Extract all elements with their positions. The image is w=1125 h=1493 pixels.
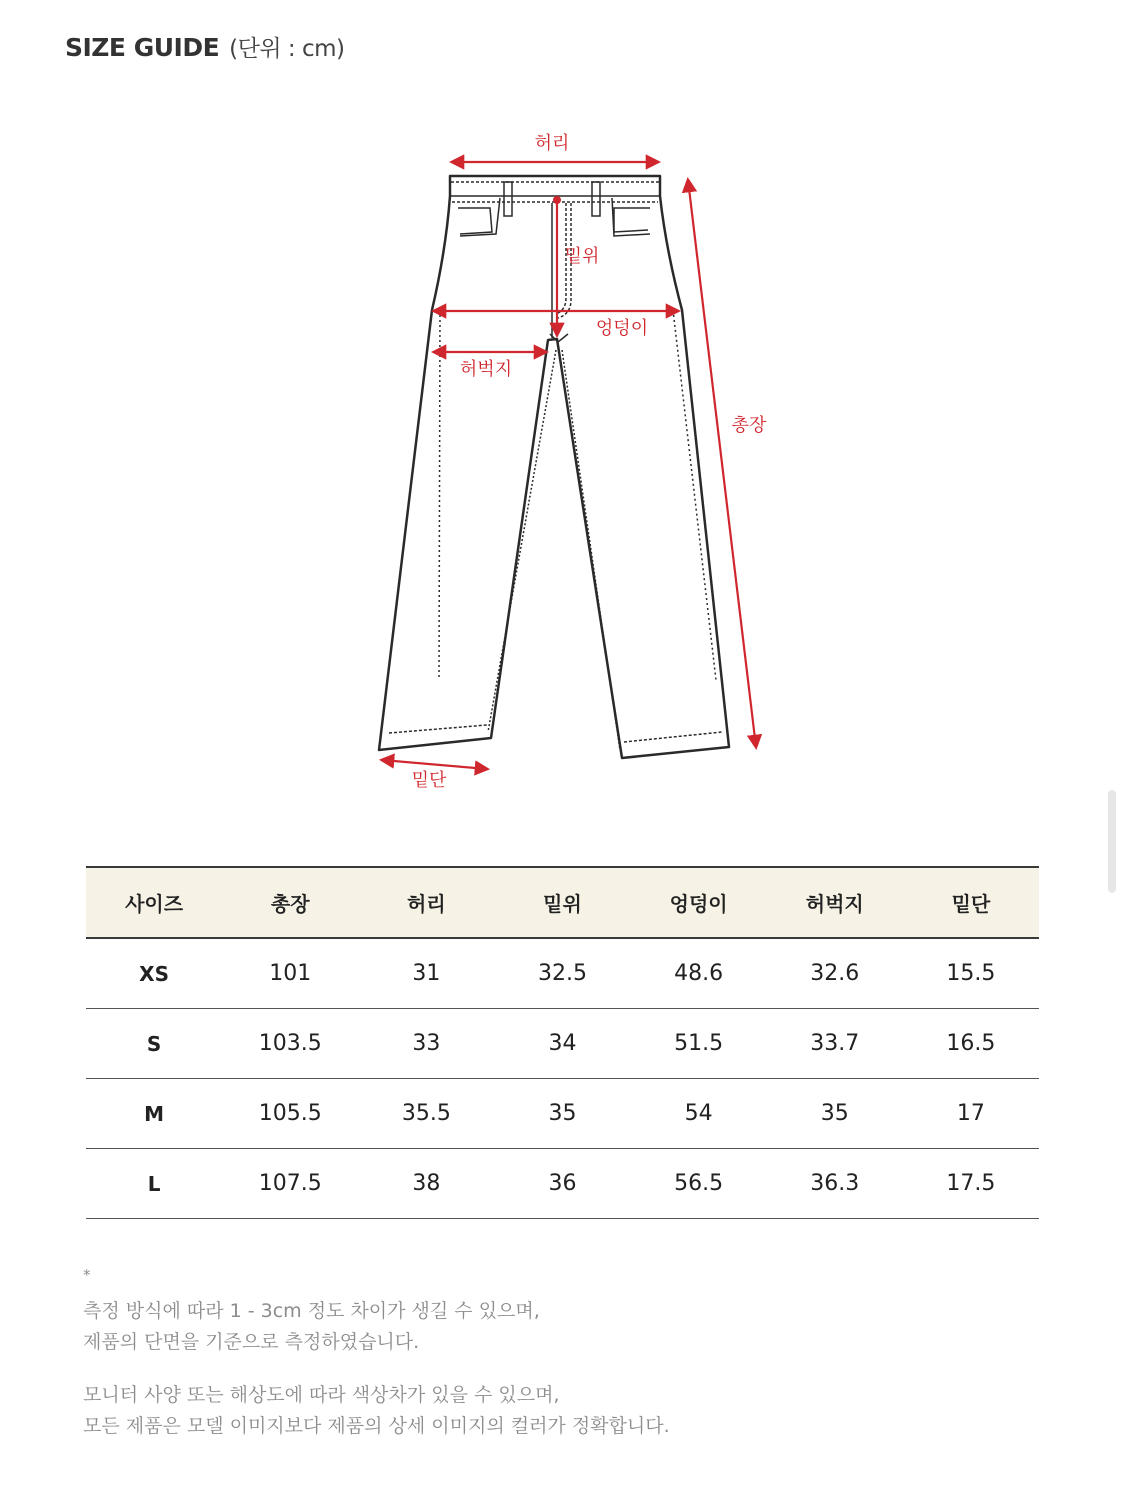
size-cell: L — [86, 1149, 222, 1219]
size-cell: XS — [86, 938, 222, 1009]
pants-illustration — [360, 120, 800, 800]
header-hem: 밑단 — [903, 867, 1039, 938]
table-cell: 36 — [494, 1149, 630, 1219]
table-cell: 33 — [358, 1009, 494, 1079]
table-row — [86, 1009, 1039, 1079]
unit-text: (단위 : cm) — [229, 36, 345, 62]
header-length: 총장 — [222, 867, 358, 938]
note-marker: * — [83, 1266, 91, 1284]
thigh-label: 허벅지 — [459, 359, 513, 380]
hip-label: 엉덩이 — [595, 318, 649, 339]
table-row — [86, 1079, 1039, 1149]
note-line: 제품의 단면을 기준으로 측정하였습니다. — [83, 1331, 420, 1353]
length-label: 총장 — [731, 415, 767, 436]
table-cell: 101 — [222, 938, 358, 1009]
size-cell: M — [86, 1079, 222, 1149]
table-cell: 35 — [494, 1079, 630, 1149]
table-cell: 32.5 — [494, 938, 630, 1009]
table-cell: 36.3 — [767, 1149, 903, 1219]
table-cell: 107.5 — [222, 1149, 358, 1219]
table-cell: 34 — [494, 1009, 630, 1079]
page-title — [65, 30, 344, 63]
note-line: 모니터 사양 또는 해상도에 따라 색상차가 있을 수 있으며, — [83, 1384, 560, 1406]
waist-label: 허리 — [534, 133, 570, 154]
hem-label: 밑단 — [411, 770, 447, 791]
table-cell: 32.6 — [767, 938, 903, 1009]
table-cell: 16.5 — [903, 1009, 1039, 1079]
table-row — [86, 938, 1039, 1009]
table-cell: 33.7 — [767, 1009, 903, 1079]
header-waist: 허리 — [358, 867, 494, 938]
title-text: SIZE GUIDE — [65, 33, 220, 62]
header-hip: 엉덩이 — [631, 867, 767, 938]
size-cell: S — [86, 1009, 222, 1079]
table-header-row — [86, 867, 1039, 938]
note-line: 모든 제품은 모델 이미지보다 제품의 상세 이미지의 컬러가 정확합니다. — [83, 1415, 670, 1437]
table-row — [86, 1149, 1039, 1219]
table-cell: 17.5 — [903, 1149, 1039, 1219]
header-thigh: 허벅지 — [767, 867, 903, 938]
table-cell: 48.6 — [631, 938, 767, 1009]
header-rise: 밑위 — [494, 867, 630, 938]
table-cell: 31 — [358, 938, 494, 1009]
header-size: 사이즈 — [86, 867, 222, 938]
note-line: 측정 방식에 따라 1 - 3cm 정도 차이가 생길 수 있으며, — [83, 1300, 540, 1322]
size-table — [86, 866, 1039, 1219]
notes — [83, 1268, 670, 1442]
table-cell: 105.5 — [222, 1079, 358, 1149]
table-cell: 54 — [631, 1079, 767, 1149]
table-cell: 17 — [903, 1079, 1039, 1149]
table-cell: 15.5 — [903, 938, 1039, 1009]
table-cell: 56.5 — [631, 1149, 767, 1219]
table-cell: 35 — [767, 1079, 903, 1149]
table-cell: 51.5 — [631, 1009, 767, 1079]
pants-outline — [379, 176, 729, 758]
scrollbar[interactable] — [1108, 790, 1116, 893]
table-cell: 35.5 — [358, 1079, 494, 1149]
rise-label: 밑위 — [564, 246, 600, 267]
table-cell: 103.5 — [222, 1009, 358, 1079]
pants-diagram — [360, 120, 800, 800]
table-cell: 38 — [358, 1149, 494, 1219]
